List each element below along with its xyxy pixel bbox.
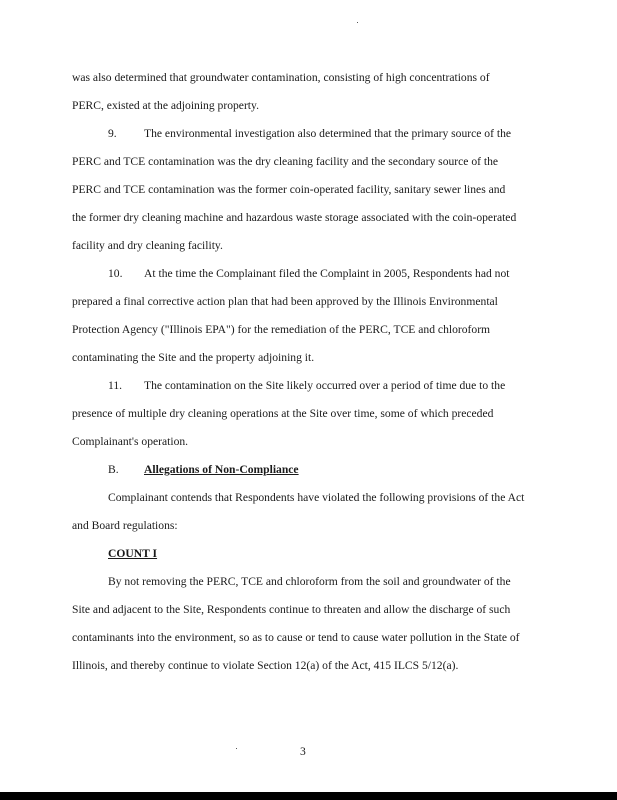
page-number: 3 [300, 745, 306, 758]
body-line: The environmental investigation also determined that the primary source of the [144, 127, 512, 140]
paragraph-number: 10. [108, 267, 123, 280]
body-line: prepared a final corrective action plan that had been approved by the Illinois Environmental [72, 295, 498, 308]
body-line: At the time the Complainant filed the Complaint in 2005, Respondents had not [144, 267, 510, 280]
scan-speck [357, 22, 358, 23]
body-line: facility and dry cleaning facility. [72, 239, 223, 252]
body-line: The contamination on the Site likely occurred over a period of time due to the [144, 379, 506, 392]
body-line: Illinois, and thereby continue to violate Section 12(a) of the Act, 415 ILCS 5/12(a). [72, 659, 459, 672]
count-heading: COUNT I [108, 547, 158, 560]
section-heading: Allegations of Non-Compliance [144, 463, 299, 476]
scan-speck [236, 748, 237, 749]
body-line: was also determined that groundwater contamination, consisting of high concentrations of [72, 71, 490, 84]
body-line: the former dry cleaning machine and hazardous waste storage associated with the coin-operated [72, 211, 517, 224]
section-letter: B. [108, 463, 119, 476]
body-line: Complainant's operation. [72, 435, 189, 448]
body-line: Protection Agency ("Illinois EPA") for the remediation of the PERC, TCE and chloroform [72, 323, 491, 336]
body-line: By not removing the PERC, TCE and chloroform from the soil and groundwater of the [108, 575, 511, 588]
paragraph-number: 9. [108, 127, 117, 140]
body-line: PERC and TCE contamination was the dry cleaning facility and the secondary source of the [72, 155, 499, 168]
body-line: PERC, existed at the adjoining property. [72, 99, 259, 112]
body-line: PERC and TCE contamination was the former coin-operated facility, sanitary sewer lines and [72, 183, 506, 196]
body-line: contaminants into the environment, so as to cause or tend to cause water pollution in the State of [72, 631, 520, 644]
body-line: presence of multiple dry cleaning operations at the Site over time, some of which preceded [72, 407, 494, 420]
body-line: and Board regulations: [72, 519, 178, 532]
scan-bottom-edge [0, 792, 617, 800]
body-line: contaminating the Site and the property adjoining it. [72, 351, 315, 364]
body-line: Site and adjacent to the Site, Respondents continue to threaten and allow the discharge of such [72, 603, 511, 616]
body-line: Complainant contends that Respondents have violated the following provisions of the Act [108, 491, 525, 504]
paragraph-number: 11. [108, 379, 123, 392]
